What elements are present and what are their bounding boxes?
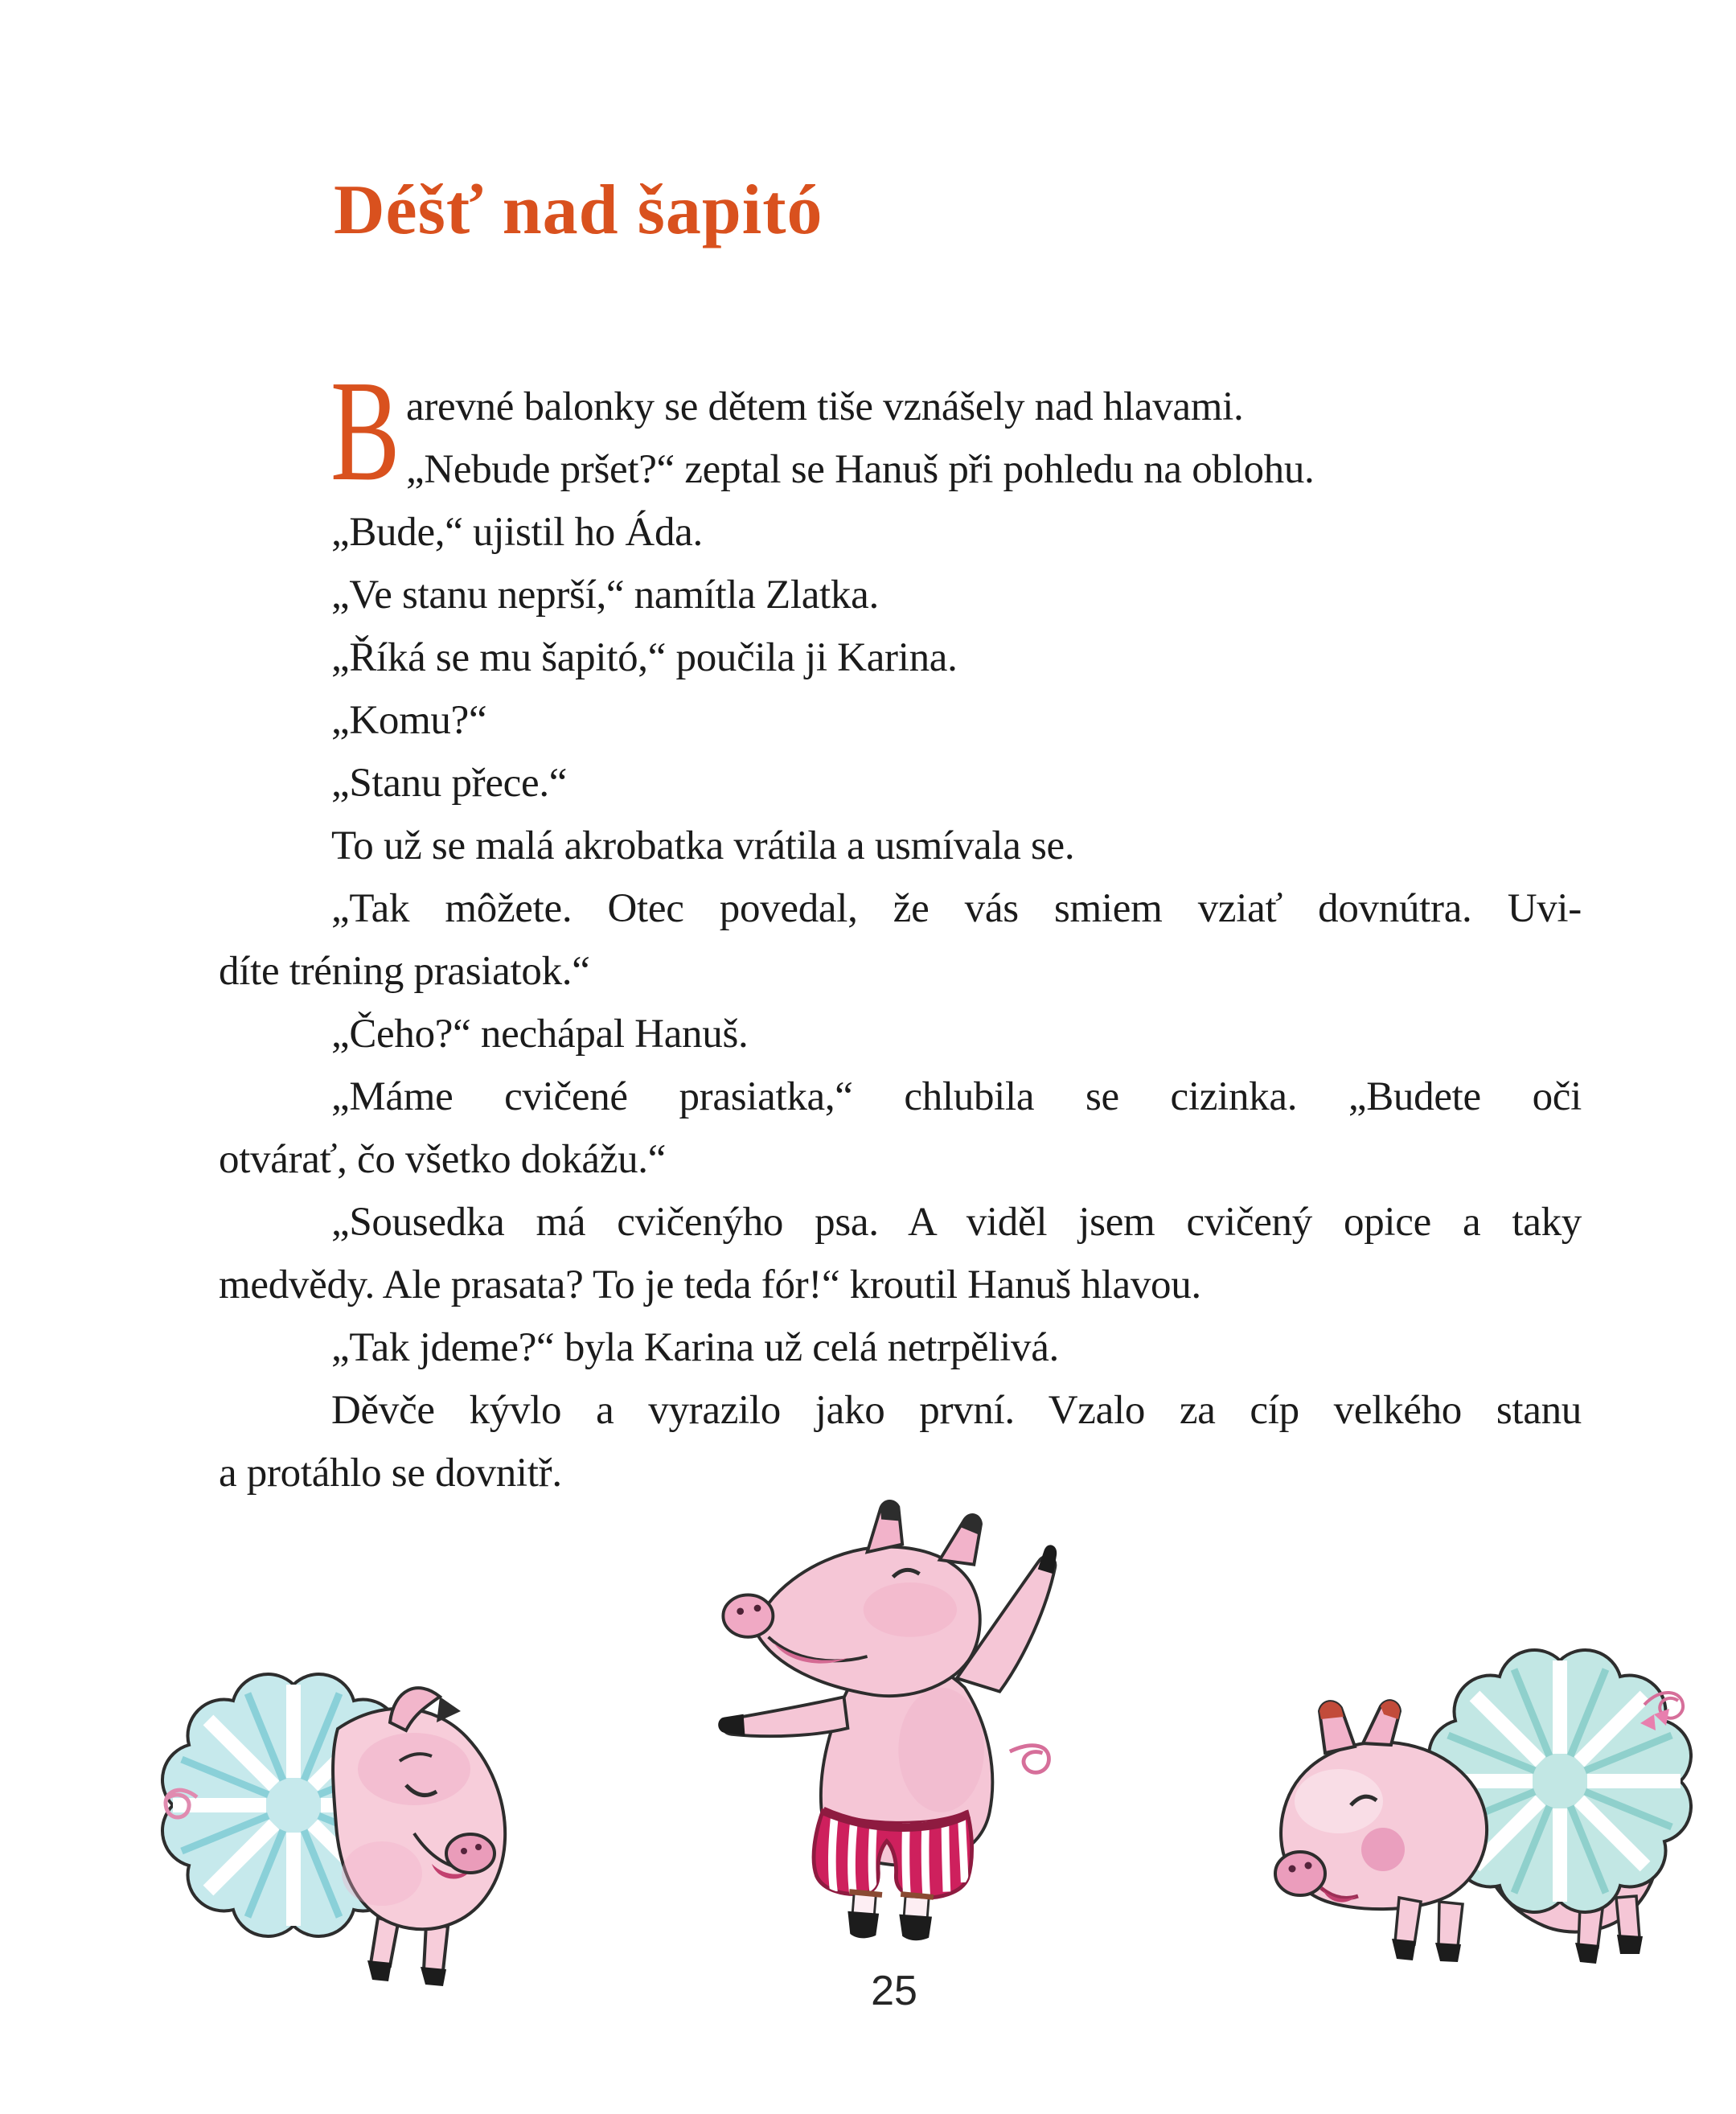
pig-ear-tip: [1319, 1701, 1344, 1719]
pig-mouth: [414, 1833, 469, 1870]
pig-ear: [1363, 1701, 1400, 1745]
story-text: [219, 351, 1582, 1504]
pig-leg: [424, 1923, 448, 1971]
text-line: a protáhlo se dovnitř.: [219, 1451, 562, 1496]
text-line: Děvče kývlo a vyrazilo jako první. Vzalo za cíp velkého stanu: [331, 1388, 1582, 1433]
text-line: „Bude,“ ujistil ho Áda.: [331, 510, 703, 555]
pig-hoof: [1435, 1943, 1461, 1962]
pig-hoof: [847, 1911, 879, 1939]
pig-body: [333, 1709, 505, 1929]
pig-lip: [1323, 1890, 1356, 1903]
pig-leg: [1616, 1896, 1640, 1940]
pig-hoof: [1392, 1939, 1416, 1960]
pig-tail: [1644, 1693, 1683, 1718]
pants-cuff: [849, 1892, 882, 1895]
pig-leg: [904, 1896, 929, 1918]
tail-bow: [1640, 1714, 1656, 1730]
opening-paragraph: [219, 351, 1582, 511]
pig-lip: [774, 1644, 847, 1664]
text-line: „Stanu přece.“: [331, 761, 568, 806]
text-line: „Sousedka má cvičenýho psa. A viděl jsem cvičený opice a taky: [331, 1200, 1582, 1245]
text-line: „Ve stanu neprší,“ namítla Zlatka.: [331, 573, 879, 618]
pig-ear: [868, 1501, 903, 1552]
pig-eye: [893, 1570, 920, 1577]
pig-ear: [940, 1515, 981, 1565]
text-line: „Tak môžete. Otec povedal, že vás smiem vziať dovnútra. Uvi-: [331, 886, 1582, 931]
text-line: „Čeho?“ nechápal Hanuš.: [331, 1012, 749, 1057]
pig-mouth: [1321, 1888, 1358, 1898]
pig-cheek: [1361, 1828, 1405, 1871]
pig-mouth: [769, 1637, 868, 1661]
tail-bow: [1654, 1709, 1669, 1726]
pig-body: [1475, 1744, 1660, 1931]
pants-cuff: [901, 1894, 934, 1897]
text-line: díte tréning prasiatok.“: [219, 949, 590, 994]
pig-standing-striped-pants-illustration: [708, 1492, 1081, 1946]
pig-hoof: [1617, 1935, 1643, 1954]
pig-hoof: [421, 1967, 446, 1986]
pig-bowing-tutu-illustration: [149, 1632, 527, 1990]
pig-head: [754, 1547, 980, 1696]
pig-head: [1281, 1742, 1487, 1909]
pig-leg: [1578, 1906, 1603, 1948]
pig-eye: [1351, 1796, 1377, 1805]
pig-hoof: [718, 1714, 745, 1736]
pig-leg: [1395, 1898, 1421, 1944]
pig-hoof: [899, 1915, 932, 1941]
pig-ear-tip: [1381, 1701, 1400, 1719]
pig-snout: [446, 1834, 495, 1873]
pig-arm: [723, 1697, 847, 1736]
text-line: „Tak jdeme?“ byla Karina už celá netrpělivá.: [331, 1325, 1059, 1370]
text-line: „Komu?“: [331, 698, 487, 743]
pig-eye: [406, 1785, 437, 1796]
pants-waistband: [823, 1811, 968, 1828]
text-line: „Nebude pršet?“ zeptal se Hanuš při pohledu na oblohu.: [406, 447, 1315, 492]
tutu-ruffle: [162, 1674, 425, 1936]
page-number: 25: [871, 1968, 917, 2014]
text-line: arevné balonky se dětem tiše vznášely nad hlavami.: [406, 384, 1244, 429]
pig-hoof: [367, 1960, 392, 1981]
pig-leg: [371, 1918, 398, 1966]
pig-walking-tutu-illustration: [1242, 1608, 1693, 1970]
pig-tail: [166, 1790, 197, 1817]
text-line: „Říká se mu šapitó,“ poučila ji Karina.: [331, 635, 958, 680]
pig-eyebrow: [400, 1754, 432, 1761]
chapter-title: Déšť nad šapitó: [334, 171, 823, 249]
pig-ear: [437, 1697, 461, 1722]
pig-ear: [1319, 1701, 1355, 1753]
pig-ear: [390, 1688, 440, 1730]
pig-body: [821, 1659, 992, 1866]
text-line: To už se malá akrobatka vrátila a usmívala se.: [331, 823, 1075, 868]
drop-cap: B: [330, 351, 400, 511]
pig-snout: [723, 1595, 773, 1636]
pig-lip: [432, 1864, 470, 1878]
pig-tail: [1010, 1746, 1049, 1773]
pig-leg: [1438, 1902, 1463, 1947]
text-line: otvárať, čo všetko dokážu.“: [219, 1137, 667, 1182]
text-line: medvědy. Ale prasata? To je teda fór!“ kroutil Hanuš hlavou.: [219, 1262, 1201, 1307]
tutu-ruffle: [1429, 1650, 1691, 1912]
pig-pants: [814, 1811, 972, 1898]
pig-ear-tip: [961, 1515, 981, 1535]
pig-hoof: [1575, 1943, 1599, 1964]
pig-hoof: [1038, 1545, 1057, 1574]
text-line: „Máme cvičené prasiatka,“ chlubila se cizinka. „Budete oči: [331, 1074, 1582, 1119]
pig-leg: [852, 1894, 876, 1915]
pig-arm: [957, 1557, 1055, 1692]
pig-snout: [1275, 1852, 1325, 1895]
